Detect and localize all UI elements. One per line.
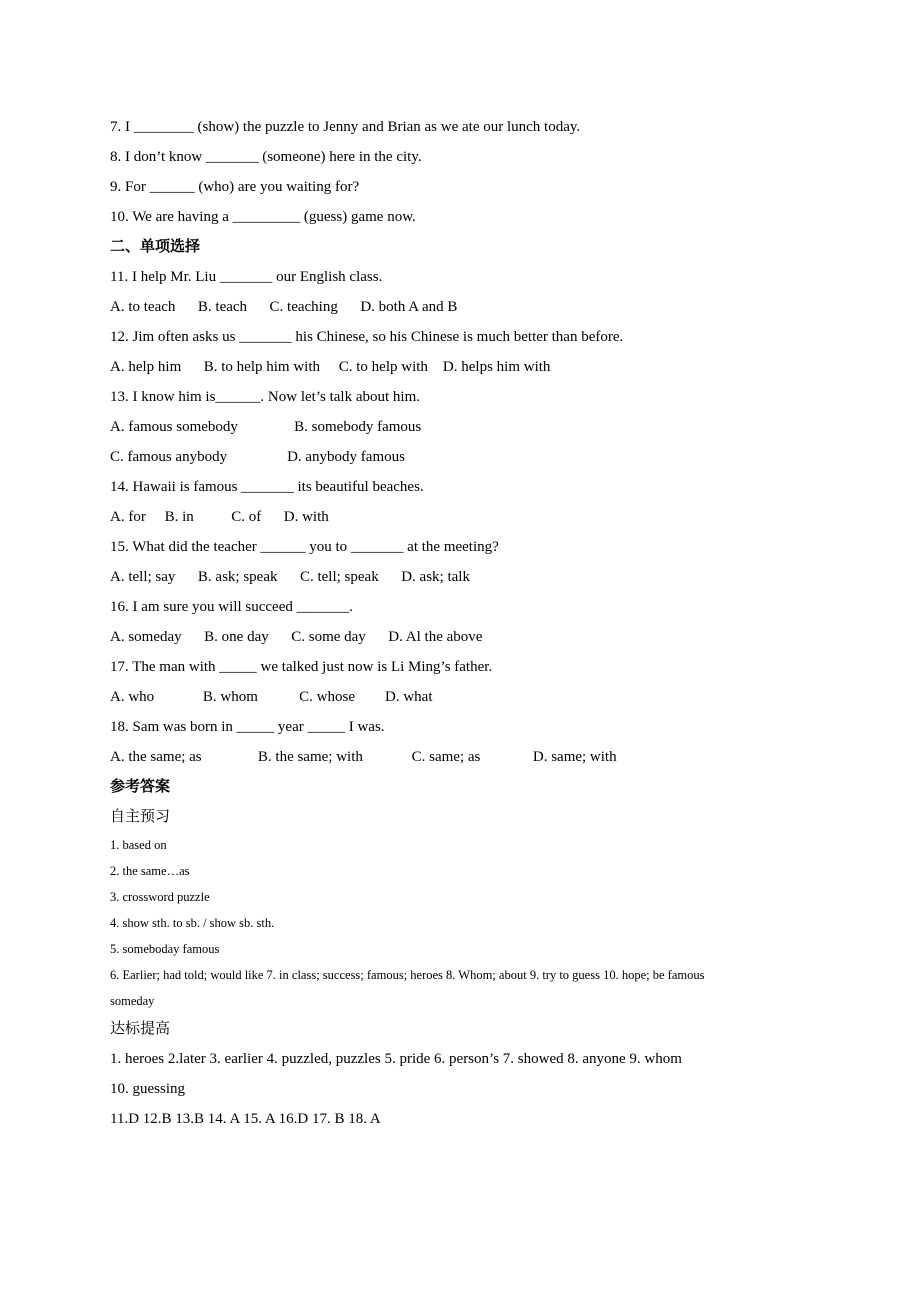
subsection-header-improvement: 达标提高 [110,1021,171,1037]
self-study-answer-2: 2. the same…as [110,864,190,878]
options-15: A. tell; say B. ask; speak C. tell; speak D. ask; talk [110,569,470,585]
question-14: 14. Hawaii is famous _______ its beautiful beaches. [110,479,424,495]
options-13-row-1: A. famous somebody B. somebody famous [110,419,422,435]
self-study-answers-6-10-continuation: someday [110,994,155,1008]
self-study-answers-6-10: 6. Earlier; had told; would like 7. in class; success; famous; heroes 8. Whom; about 9. try to guess 10. hope; be famous [110,968,705,982]
improvement-answers-1-9: 1. heroes 2.later 3. earlier 4. puzzled, puzzles 5. pride 6. person’s 7. showed 8. anyone 9. whom [110,1051,682,1067]
section-header-multiple-choice: 二、单项选择 [110,239,201,255]
options-11: A. to teach B. teach C. teaching D. both A and B [110,299,458,315]
question-10: 10. We are having a _________ (guess) game now. [110,209,416,225]
question-12: 12. Jim often asks us _______ his Chinese, so his Chinese is much better than before. [110,329,624,345]
question-7: 7. I ________ (show) the puzzle to Jenny and Brian as we ate our lunch today. [110,119,581,135]
options-17: A. who B. whom C. whose D. what [110,689,433,705]
self-study-answer-5: 5. someboday famous [110,942,220,956]
improvement-answers-11-18: 11.D 12.B 13.B 14. A 15. A 16.D 17. B 18. A [110,1111,381,1127]
self-study-answer-1: 1. based on [110,838,167,852]
question-9: 9. For ______ (who) are you waiting for? [110,179,360,195]
options-14: A. for B. in C. of D. with [110,509,329,525]
subsection-header-self-study: 自主预习 [110,809,171,825]
options-16: A. someday B. one day C. some day D. Al the above [110,629,483,645]
improvement-answer-10: 10. guessing [110,1081,185,1097]
options-18: A. the same; as B. the same; with C. same; as D. same; with [110,749,617,765]
options-12: A. help him B. to help him with C. to help with D. helps him with [110,359,551,375]
self-study-answer-4: 4. show sth. to sb. / show sb. sth. [110,916,275,930]
options-13-row-2: C. famous anybody D. anybody famous [110,449,405,465]
question-8: 8. I don’t know _______ (someone) here in the city. [110,149,422,165]
question-15: 15. What did the teacher ______ you to _______ at the meeting? [110,539,499,555]
question-16: 16. I am sure you will succeed _______. [110,599,353,615]
question-17: 17. The man with _____ we talked just now is Li Ming’s father. [110,659,493,675]
question-18: 18. Sam was born in _____ year _____ I was. [110,719,385,735]
question-13: 13. I know him is______. Now let’s talk about him. [110,389,420,405]
question-11: 11. I help Mr. Liu _______ our English class. [110,269,383,285]
self-study-answer-3: 3. crossword puzzle [110,890,210,904]
section-header-reference-answers: 参考答案 [110,779,171,795]
